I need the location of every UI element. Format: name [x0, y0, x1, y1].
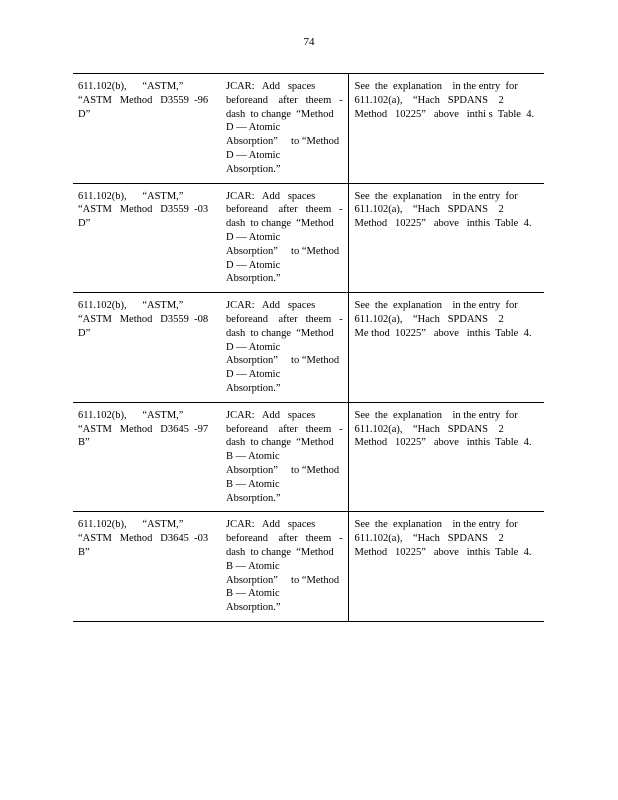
cell-line: B — Atomic [226, 478, 280, 490]
cell-line: D” [78, 327, 91, 339]
cell-line: dash to change “Method [226, 437, 334, 449]
cell-line: See the explanation in the entry for [354, 190, 518, 202]
jcar-note-cell [221, 293, 348, 403]
explanation-cell [348, 74, 544, 184]
explanation-cell [348, 402, 544, 512]
cell-line: JCAR: Add spaces [226, 300, 316, 312]
cell-line: 611.102(b), “ASTM,” [78, 81, 184, 92]
cell-line: “ASTM Method D3559 -08 [78, 313, 209, 325]
cell-line: 611.102(b), “ASTM,” [78, 300, 184, 312]
cell-line: 611.102(a), “Hach SPDANS 2 [354, 533, 504, 545]
table-row [73, 74, 544, 184]
cell-line: Absorption” to “Method [226, 355, 340, 367]
cell-line: beforeand after theem - [226, 204, 343, 216]
cell-line: dash to change “Method [226, 218, 334, 230]
cell-line: Method 10225” above inthi s Table 4. [354, 108, 535, 120]
table-row [73, 183, 544, 293]
cell-line: D — Atomic [226, 341, 281, 353]
cell-line: D” [78, 108, 91, 120]
cell-line: Absorption.” [226, 382, 281, 394]
table-row [73, 402, 544, 512]
cell-line: 611.102(a), “Hach SPDANS 2 [354, 94, 504, 106]
cell-line: B — Atomic [226, 451, 280, 463]
cell-line: Absorption.” [226, 492, 281, 504]
cell-line: JCAR: Add spaces [226, 190, 316, 202]
cell-line: D — Atomic [226, 231, 281, 243]
cell-line: Me thod 10225” above inthis Table 4. [354, 327, 532, 339]
cell-line: 611.102(b), “ASTM,” [78, 409, 184, 421]
cell-line: Method 10225” above inthis Table 4. [354, 437, 532, 449]
cell-line: “ASTM Method D3645 -03 [78, 533, 209, 545]
cell-line: “ASTM Method D3559 -96 [78, 94, 209, 106]
cell-line: 611.102(b), “ASTM,” [78, 519, 184, 531]
cell-line: dash to change “Method [226, 327, 334, 339]
jcar-note-cell [221, 402, 348, 512]
cell-line: Absorption.” [226, 602, 281, 614]
cell-line: Absorption.” [226, 163, 281, 175]
jcar-note-cell [221, 183, 348, 293]
cell-line: 611.102(a), “Hach SPDANS 2 [354, 423, 504, 435]
cell-line: 611.102(a), “Hach SPDANS 2 [354, 204, 504, 216]
cell-line: JCAR: Add spaces [226, 81, 316, 92]
amendments-table [73, 73, 544, 622]
cell-line: beforeand after theem - [226, 423, 343, 435]
cell-line: 611.102(a), “Hach SPDANS 2 [354, 313, 504, 325]
cell-line: B — Atomic [226, 588, 280, 600]
explanation-cell [348, 512, 544, 622]
cell-line: Absorption” to “Method [226, 136, 340, 148]
cell-line: D — Atomic [226, 149, 281, 161]
cell-line: D — Atomic [226, 259, 281, 271]
citation-cell [73, 512, 221, 622]
cell-line: “ASTM Method D3645 -97 [78, 423, 209, 435]
cell-line: See the explanation in the entry for [354, 300, 518, 312]
cell-line: dash to change “Method [226, 546, 334, 558]
cell-line: Absorption” to “Method [226, 464, 340, 476]
cell-line: Absorption” to “Method [226, 245, 340, 257]
cell-line: D — Atomic [226, 369, 281, 381]
citation-cell [73, 402, 221, 512]
cell-line: See the explanation in the entry for [354, 519, 518, 531]
cell-line: See the explanation in the entry for [354, 81, 518, 92]
table-row [73, 293, 544, 403]
cell-line: beforeand after theem - [226, 313, 343, 325]
cell-line: JCAR: Add spaces [226, 409, 316, 421]
cell-line: beforeand after theem - [226, 94, 343, 106]
cell-line: Absorption.” [226, 273, 281, 285]
cell-line: B” [78, 546, 90, 558]
cell-line: JCAR: Add spaces [226, 519, 316, 531]
cell-line: Method 10225” above inthis Table 4. [354, 546, 532, 558]
page-number: 74 [303, 36, 315, 48]
cell-line: Absorption” to “Method [226, 574, 340, 586]
explanation-cell [348, 183, 544, 293]
cell-line: D” [78, 218, 91, 230]
jcar-note-cell [221, 512, 348, 622]
cell-line: See the explanation in the entry for [354, 409, 518, 421]
cell-line: 611.102(b), “ASTM,” [78, 190, 184, 202]
jcar-note-cell [221, 74, 348, 184]
cell-line: D — Atomic [226, 122, 281, 134]
explanation-cell [348, 293, 544, 403]
cell-line: dash to change “Method [226, 108, 334, 120]
citation-cell [73, 183, 221, 293]
table-row [73, 512, 544, 622]
cell-line: B — Atomic [226, 560, 280, 572]
cell-line: beforeand after theem - [226, 533, 343, 545]
citation-cell [73, 74, 221, 184]
citation-cell [73, 293, 221, 403]
cell-line: “ASTM Method D3559 -03 [78, 204, 209, 216]
cell-line: B” [78, 437, 90, 449]
cell-line: Method 10225” above inthis Table 4. [354, 218, 532, 230]
